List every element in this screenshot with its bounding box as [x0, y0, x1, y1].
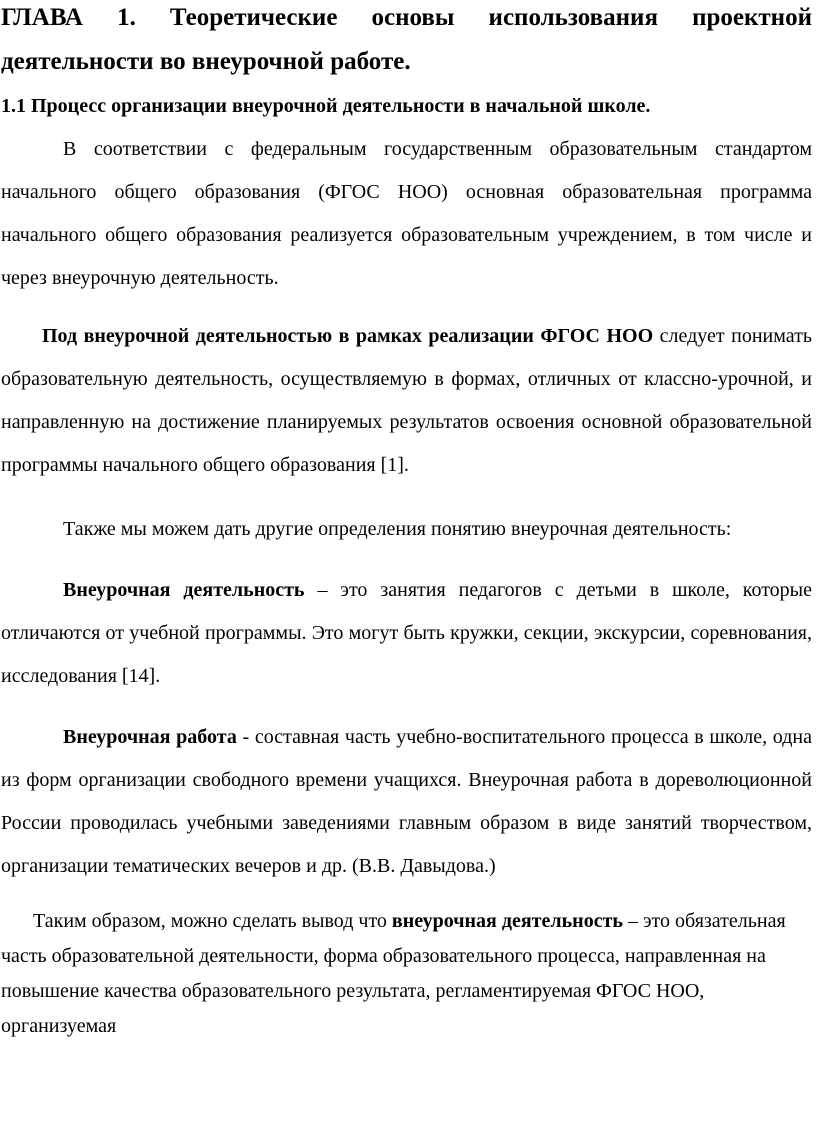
paragraph-definition-fgos — [1, 315, 812, 487]
chapter-title: ГЛАВА 1. Теоретические основы использования проектной деятельности во внеурочной работе. — [1, 4, 812, 75]
definition-text-fgos: следует понимать образовательную деятельность, осуществляемую в формах, отличных от классно-урочной, и направленную на достижение планируемых результатов освоения основной образовательной программы начального общего образования [1]. — [1, 325, 812, 476]
conclusion-text: – это обязательная часть образовательной деятельности, форма образовательного процесса, направленная на повышение качества образовательного результата, регламентируемая ФГОС НОО, организуемая — [1, 910, 786, 1037]
definition-text-activity: – это занятия педагогов с детьми в школе, которые отличаются от учебной программы. Это могут быть кружки, секции, экскурсии, соревнования, исследования [14]. — [1, 579, 812, 687]
paragraph-conclusion — [1, 904, 812, 1044]
term-extracurricular-activity: Внеурочная деятельность — [63, 579, 305, 601]
definition-text-work: - составная часть учебно-воспитательного процесса в школе, одна из форм организации свободного времени учащихся. Внеурочная работа в дореволюционной России проводилась учебными заведениями главным образом в виде занятий творчеством, организации тематических вечеров и др. (В.В. Давыдова.) — [1, 726, 812, 877]
paragraph-other-definitions: Также мы можем дать другие определения понятию внеурочная деятельность: — [63, 518, 732, 540]
conclusion-intro: Таким образом, можно сделать вывод что — [33, 910, 392, 932]
term-extracurricular-work: Внеурочная работа — [63, 726, 237, 748]
paragraph-definition-work — [1, 716, 812, 888]
term-extracurricular-fgos: Под внеурочной деятельностью в рамках реализации ФГОС НОО — [42, 325, 654, 347]
paragraph-fgos-intro: В соответствии с федеральным государственным образовательным стандартом начального общего образования (ФГОС НОО) основная образовательная программа начального общего образования реализуется образовательным учреждением, в том числе и через внеурочную деятельность. — [1, 138, 812, 289]
paragraph-definition-activity — [1, 569, 812, 698]
term-conclusion: внеурочная деятельность — [391, 910, 623, 932]
section-title: 1.1 Процесс организации внеурочной деятельности в начальной школе. — [1, 95, 651, 117]
